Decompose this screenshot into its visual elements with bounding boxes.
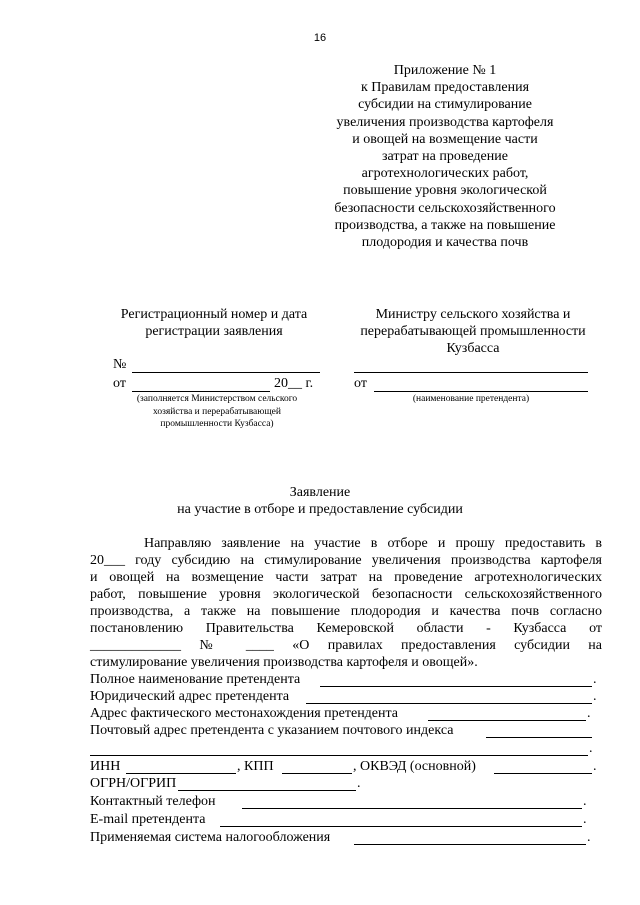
period: . <box>593 759 597 774</box>
page-number: 16 <box>313 32 327 44</box>
document-title <box>40 484 600 518</box>
body-line: 20___ году субсидию на стимулирование увеличения производства картофеля <box>90 553 602 568</box>
body-line: стимулирование увеличения производства картофеля и овощей». <box>90 655 478 670</box>
email-label: E-mail претендента <box>90 812 206 827</box>
addressee-line1: Министру сельского хозяйства и <box>375 307 571 322</box>
registration-header-line1: Регистрационный номер и дата <box>120 307 308 322</box>
addressee-name-field[interactable] <box>354 372 588 373</box>
title-line2: на участие в отборе и предоставление субсидии <box>177 502 463 517</box>
phone-label: Контактный телефон <box>90 794 216 809</box>
period: . <box>593 672 597 687</box>
legal-address-row <box>90 688 604 705</box>
body-line: и овощей на возмещение части затрат на проведение агротехнологических <box>90 570 602 585</box>
addressee-note: (наименование претендента) <box>412 394 530 404</box>
registration-note <box>110 393 324 431</box>
okved-field[interactable] <box>494 773 592 774</box>
body-line: работ, повышение уровня экологической безопасности сельскохозяйственного <box>90 587 602 602</box>
tax-system-label: Применяемая система налогообложения <box>90 830 331 845</box>
body-line: постановлению Правительства Кемеровской области - Кузбасса от <box>90 621 602 636</box>
registration-number-field[interactable] <box>132 372 320 373</box>
inn-field[interactable] <box>126 773 236 774</box>
postal-address-field-continued[interactable] <box>90 755 588 756</box>
email-field[interactable] <box>220 826 582 827</box>
ogrn-field[interactable] <box>178 790 356 791</box>
kpp-label: , КПП <box>237 759 274 774</box>
period: . <box>357 776 361 791</box>
addressee-from-label: от <box>354 376 367 391</box>
appendix-line: агротехнологических работ, <box>361 166 529 182</box>
registration-note-line: (заполняется Министерством сельского <box>136 394 298 404</box>
email-row <box>90 811 604 828</box>
actual-address-row <box>90 705 604 722</box>
actual-address-field[interactable] <box>428 720 586 721</box>
full-name-label: Полное наименование претендента <box>90 672 301 687</box>
postal-address-label: Почтовый адрес претендента с указанием почтового индекса <box>90 723 454 738</box>
registration-number-label: № <box>113 357 127 372</box>
registration-date-label: от <box>113 376 126 391</box>
okved-label: , ОКВЭД (основной) <box>353 759 476 774</box>
appendix-line: Приложение № 1 <box>393 63 497 78</box>
period: . <box>589 741 593 756</box>
appendix-line: затрат на проведение <box>382 149 508 165</box>
appendix-line: и овощей на возмещение части <box>352 131 538 147</box>
ogrn-label: ОГРН/ОГРИП <box>90 776 177 791</box>
ogrn-row <box>90 775 604 792</box>
appendix-line: субсидии на стимулирование <box>358 97 532 113</box>
inn-label: ИНН <box>90 759 121 774</box>
body-line: Направляю заявление на участие в отборе и прошу предоставить в <box>144 536 602 551</box>
full-name-row <box>90 671 604 688</box>
full-name-field[interactable] <box>320 686 592 687</box>
addressee-line3: Кузбасса <box>446 341 500 356</box>
phone-field[interactable] <box>242 808 582 809</box>
registration-header-line2: регистрации заявления <box>145 324 283 339</box>
period: . <box>587 830 591 845</box>
period: . <box>583 794 587 809</box>
registration-note-line: хозяйства и перерабатывающей <box>153 406 281 417</box>
body-line: производства, а также на повышение плодородия и качества почв согласно <box>90 604 602 619</box>
kpp-field[interactable] <box>282 773 352 774</box>
appendix-line: производства, а также на повышение <box>334 217 556 233</box>
actual-address-label: Адрес фактического местонахождения претендента <box>90 706 399 721</box>
postal-address-field[interactable] <box>486 737 592 738</box>
appendix-line: к Правилам предоставления <box>360 80 530 96</box>
legal-address-label: Юридический адрес претендента <box>90 689 290 704</box>
appendix-line: безопасности сельскохозяйственного <box>334 200 556 216</box>
registration-year-label: 20__ г. <box>274 376 314 391</box>
appendix-line: увеличения производства картофеля <box>336 114 554 130</box>
appendix-header <box>320 62 570 251</box>
postal-address-row <box>90 722 604 739</box>
body-line: _____________ № ____ «О правилах предоставления субсидии на <box>90 638 602 653</box>
tax-system-row <box>90 829 604 846</box>
period: . <box>587 706 591 721</box>
period: . <box>583 812 587 827</box>
legal-address-field[interactable] <box>306 703 592 704</box>
addressee-header <box>342 306 604 357</box>
addressee-line2: перерабатывающей промышленности <box>360 324 586 339</box>
title-line1: Заявление <box>289 485 351 500</box>
appendix-line: повышение уровня экологической <box>343 183 547 199</box>
codes-row <box>90 758 604 775</box>
addressee-applicant-field[interactable] <box>374 391 588 392</box>
tax-system-field[interactable] <box>354 844 586 845</box>
registration-note-line: промышленности Кузбасса) <box>160 419 274 429</box>
period: . <box>593 689 597 704</box>
registration-header <box>100 306 328 340</box>
phone-row <box>90 793 604 810</box>
registration-date-field[interactable] <box>132 391 270 392</box>
postal-address-continued-row <box>90 740 604 757</box>
appendix-line: плодородия и качества почв <box>361 235 529 251</box>
